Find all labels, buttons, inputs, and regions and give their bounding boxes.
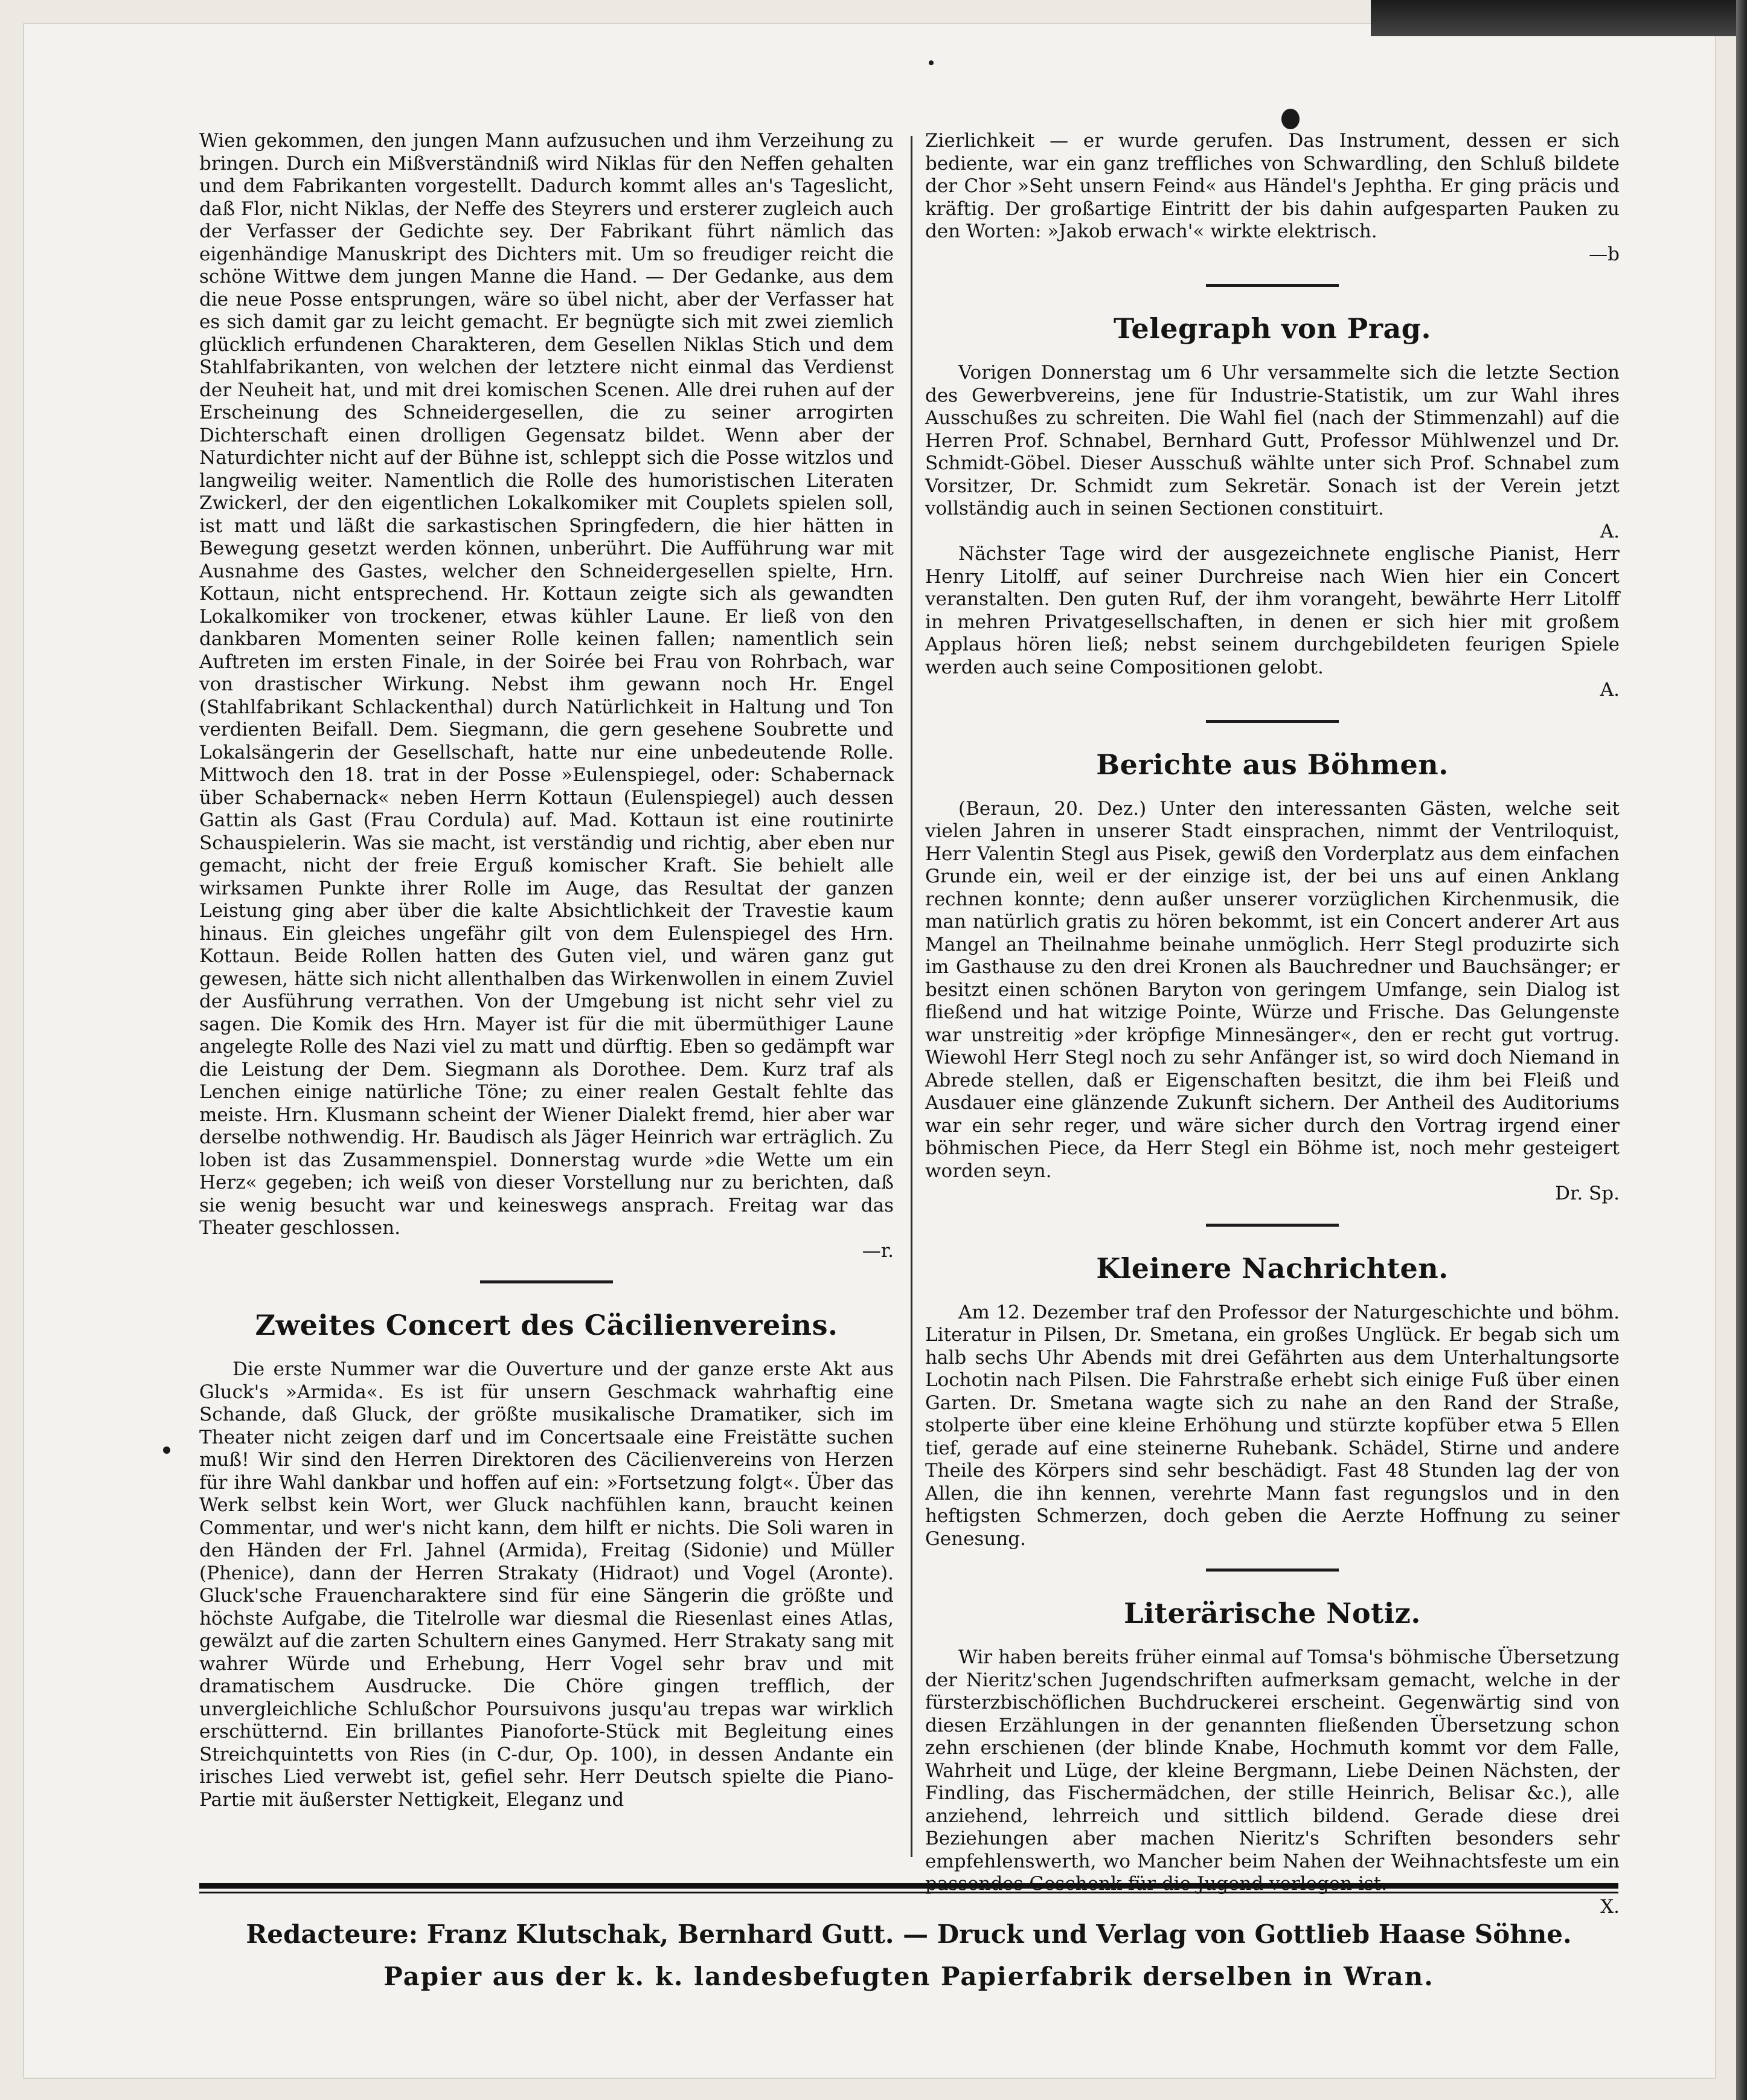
theater-review-text: Wien gekommen, den jungen Mann aufzusuchen und ihm Verzeihung zu bringen. Durch ein Mißverständniß wird Niklas für den Neffen gehalten und dem Fabrikanten vorgestellt. Dadurch kommt alles an's Tageslicht, daß Flor, nicht Niklas, der Neffe des Steyrers und ersterer zugleich auch der Verfasser der Gedichte sey. Der Fabrikant führt nämlich das eigenhändige Manuskript des Dichters mit. Um so freudiger reicht die schöne Wittwe dem jungen Manne die Hand. — Der Gedanke, aus dem die neue Posse entsprungen, wäre so übel nicht, aber der Verfasser hat es sich damit gar zu leicht gemacht. Er begnügte sich mit zwei ziemlich glücklich erfundenen Charakteren, dem Gesellen Niklas Stich und dem Stahlfabrikanten, von welchen der letztere nicht einmal das Verdienst der Neuheit hat, und mit drei komischen Scenen. Alle drei ruhen auf der Erscheinung des Schneidergesellen, die zu seiner arrogirten Dichterschaft einen drolligen Gegensatz bildet. Wenn aber der Naturdichter nicht auf der Bühne ist, schleppt sich die Posse witzlos und langweilig weiter. Namentlich die Rolle des humoristischen Literaten Zwickerl, der den eigentlichen Lokalkomiker mit Couplets spielen soll, ist matt und läßt die sarkastischen Springfedern, die hier hätten in Bewegung gesetzt werden können, unberührt. Die Aufführung war mit Ausnahme des Gastes, welcher den Schneidergesellen spielte, Hrn. Kottaun, nicht entsprechend. Hr. Kottaun zeigte sich als gewandten Lokalkomiker von trockener, etwas kühler Laune. Er ließ von den dankbaren Momenten seiner Rolle keinen fallen; namentlich sein Auftreten im ersten Finale, in der Soirée bei Frau von Rohrbach, war von drastischer Wirkung. Nebst ihm gewann noch Hr. Engel (Stahlfabrikant Schlackenthal) durch Natürlichkeit in Haltung und Ton verdienten Beifall. Dem. Siegmann, die gern gesehene Soubrette und Lokalsängerin der Gesellschaft, hatte nur eine unbedeutende Rolle. Mittwoch den 18. trat in der Posse »Eulenspiegel, oder: Schabernack über Schabernack« neben Herrn Kottaun (Eulenspiegel) auch dessen Gattin als Gast (Frau Cordula) auf. Mad. Kottaun ist eine routinirte Schauspielerin. Was sie macht, ist verständig und richtig, aber eben nur gemacht, nicht der freie Erguß komischer Kraft. Sie behielt alle wirksamen Punkte ihrer Rolle im Auge, das Resultat der ganzen Leistung ging aber über die kalte Absichtlichkeit der Travestie kaum hinaus. Ein gleiches ungefähr gilt von dem Eulenspiegel des Hrn. Kottaun. Beide Rollen hatten des Guten viel, und wären ganz gut gewesen, hätte sich nicht allenthalben das Wirkenwollen in einem Zuviel der Ausführung verrathen. Von der Umgebung ist nicht sehr viel zu sagen. Die Komik des Hrn. Mayer ist für die mit übermüthiger Laune angelegte Rolle des Nazi viel zu matt und dürftig. Eben so gedämpft war die Leistung der Dem. Siegmann als Dorothee. Dem. Kurz traf als Lenchen einige natürliche Töne; zu einer realen Gestalt fehlte das meiste. Hrn. Klusmann scheint der Wiener Dialekt fremd, hier aber war derselbe nothwendig. Hr. Baudisch als Jäger Heinrich war erträglich. Zu loben ist das Zusammenspiel. Donnerstag wurde »die Wette um ein Herz« gegeben; ich weiß von dieser Vorstellung nur zu berichten, daß sie wenig besucht war und keineswegs ansprach. Freitag war das Theater geschlossen. [199,130,894,1239]
gewerbverein-notice: Vorigen Donnerstag um 6 Uhr versammelte sich die letzte Section des Gewerbvereins, jene für Industrie-Statistik, um zur Wahl ihres Ausschußes zu schreiten. Die Wahl fiel (nach der Stimmenzahl) auf die Herren Prof. Schnabel, Bernhard Gutt, Professor Mühlwenzel und Dr. Schmidt-Göbel. Dieser Ausschuß wählte unter sich Prof. Schnabel zum Vorsitzer, Dr. Schmidt zum Sekretär. Sonach ist der Verein jetzt vollständig auch in seinen Sectionen constituirt. [925,362,1620,519]
heading-berichte-aus-boehmen: Berichte aus Böhmen. [1096,748,1449,781]
concert-review-continued: Zierlichkeit — er wurde gerufen. Das Instrument, dessen er sich bediente, war ein ganz treffliches von Schwardling, den Schluß bildete der Chor »Seht unsern Feind« aus Händel's Jephtha. Er ging präcis und kräftig. Der großartige Eintritt der bis dahin aufgesparten Pauken zu den Worten: »Jakob erwach'« wirkte elektrisch. [925,130,1620,242]
section-rule [1206,720,1339,723]
ink-speck [163,1447,170,1454]
literary-signature: X. [1600,1895,1620,1918]
smetana-news: Am 12. Dezember traf den Professor der Naturgeschichte und böhm. Literatur in Pilsen, Dr. Smetana, ein großes Unglück. Er begab sich um halb sechs Uhr Abends mit drei Gefährten aus dem Unterhaltungsorte Lochotin nach Pilsen. Die Fahrstraße erhebt sich einige Fuß über einen Garten. Dr. Smetana wagte sich zu nahe an den Rand der Straße, stolperte über eine kleine Erhöhung und stürzte kopfüber etwa 5 Ellen tief, gerade auf eine steinerne Ruhebank. Schädel, Stirne und andere Theile des Körpers sind sehr beschädigt. Fast 48 Stunden lag der von Allen, die ihn kennen, verehrte Mann fast regungslos und in den heftigsten Schmerzen, doch geben die Aerzte Hoffnung zu seiner Genesung. [925,1301,1620,1550]
right-column [925,130,1620,1918]
section-rule [480,1280,613,1283]
left-column [199,130,894,1811]
heading-zweites-concert: Zweites Concert des Cäcilienvereins. [255,1309,838,1341]
concert-review-text: Die erste Nummer war die Ouverture und der ganze erste Akt aus Gluck's »Armida«. Es ist für unsern Geschmack wahrhaftig eine Schande, daß Gluck, der größte musikalische Dramatiker, sich im Theater nicht zeigen darf und im Concertsaale eine Freistätte suchen muß! Wir sind den Herren Direktoren des Cäcilienvereins von Herzen für ihre Wahl dankbar und hoffen auf ein: »Fortsetzung folgt«. Über das Werk selbst kein Wort, wer Gluck nachfühlen kann, braucht keinen Commentar, und wer's nicht kann, dem hilft er nichts. Die Soli waren in den Händen der Frl. Jahnel (Armida), Freitag (Sidonie) und Müller (Phenice), dann der Herren Strakaty (Hidraot) und Vogel (Aronte). Gluck'sche Frauencharaktere sind für eine Sängerin die größte und höchste Aufgabe, die Titelrolle war diesmal die Riesenlast eines Atlas, gewälzt auf die zarten Schultern eines Ganymed. Herr Strakaty sang mit wahrer Würde und Erhebung, Herr Vogel sehr brav und mit dramatischem Ausdrucke. Die Chöre gingen trefflich, der unvergleichliche Schlußchor Poursuivons jusqu'au trepas war wirklich erschütternd. Ein brillantes Pianoforte-Stück mit Begleitung eines Streichquintetts von Ries (in C-dur, Op. 100), in dessen Andante ein irisches Lied verwebt ist, gefiel sehr. Herr Deutsch spielte die Piano-Partie mit äußerster Nettigkeit, Eleganz und [199,1358,894,1811]
litolff-notice: Nächster Tage wird der ausgezeichnete englische Pianist, Herr Henry Litolff, auf seiner Durchreise nach Wien hier ein Concert veranstalten. Den guten Ruf, der ihm vorangeht, bewährte Herr Litolff in mehren Privatgesellschaften, in denen er sich hier mit großem Applaus hören ließ; nebst seinem durchgebildeten feurigen Spiele werden auch seine Compositionen gelobt. [925,543,1620,678]
ink-speck [929,60,934,65]
heading-kleinere-nachrichten: Kleinere Nachrichten. [1096,1251,1449,1285]
section-rule [1206,1569,1339,1572]
heading-telegraph-von-prag: Telegraph von Prag. [1114,312,1431,345]
scan-edge-right [1736,0,1747,2100]
literary-notice: Wir haben bereits früher einmal auf Tomsa's böhmische Übersetzung der Nieritz'schen Jugendschriften aufmerksam gemacht, welche in der fürsterzbischöflichen Buchdruckerei erscheint. Gegenwärtig sind von diesen Erzählungen in der genannten fließenden Übersetzung schon zehn erschienen (der blinde Knabe, Hochmuth kommt vor dem Falle, Wahrheit und Lüge, der kleine Bergmann, Liebe Deinen Nächsten, der Findling, das Fischermädchen, der stille Heinrich, Belisar &c.), alle anziehend, lehrreich und sittlich bildend. Gerade diese drei Beziehungen aber machen Nieritz's Schriften besonders sehr empfehlenswerth, wo Mancher beim Nahen der Weihnachtsfeste um ein [925,1646,1620,1872]
section-rule [1206,1224,1339,1227]
beraun-signature: Dr. Sp. [1555,1183,1620,1204]
column-divider [911,136,912,1857]
beraun-report: (Beraun, 20. Dez.) Unter den interessanten Gästen, welche seit vielen Jahren in unserer Stadt einsprachen, nimmt der Ventriloquist, Herr Valentin Stegl aus Pisek, gewiß den Vorderplatz aus dem einfachen Grunde ein, weil er der einzige ist, der bei uns auf einen Anklang rechnen konnte; denn außer unserer vorzüglichen Kirchenmusik, die man natürlich gratis zu hören bekommt, ist ein Concert anderer Art aus Mangel an Theilnahme beinahe unmöglich. Herr Stegl produzirte sich im Gasthause zu den drei Kronen als Bauchredner und Bauchsänger; er besitzt einen schönen Baryton von geringem Umfange, sein Dialog ist fließend und hat witzige Pointe, Würze und Frische. Das Gelungenste war unstreitig »der kröpfige Minnesänger«, den er recht gut vortrug. Wiewohl Herr Stegl noch zu sehr Anfänger ist, so wird doch Niemand in Abrede stellen, daß er Eigenschaften besitzt, die ihm bei Fleiß und Ausdauer eine glänzende Zukunft sichern. Der Antheil des Auditoriums war ein sehr reger, und wäre sicher durch den Vortrag irgend einer böhmischen Piece, da Herr Stegl ein Böhme ist, noch mehr gesteigert worden seyn. [925,797,1620,1182]
imprint-editors: Redacteure: Franz Klutschak, Bernhard Gutt. — Druck und Verlag von Gottlieb Haase Söhne. [246,1919,1572,1949]
litolff-signature: A. [1600,679,1620,701]
scan-edge-top [1371,0,1747,36]
heading-literaerische-notiz: Literärische Notiz. [1124,1597,1421,1630]
section-rule [1206,284,1339,287]
footer-rule-thin [199,1892,1618,1893]
ink-blot [1281,109,1300,129]
theater-review-signature: —r. [862,1239,894,1262]
footer-rule-thick [199,1883,1618,1889]
imprint-paper: Papier aus der k. k. landesbefugten Papierfabrik derselben in Wran. [383,1962,1434,1991]
gewerbverein-signature: A. [1600,520,1620,542]
concert-review-signature: —b [1589,243,1620,265]
